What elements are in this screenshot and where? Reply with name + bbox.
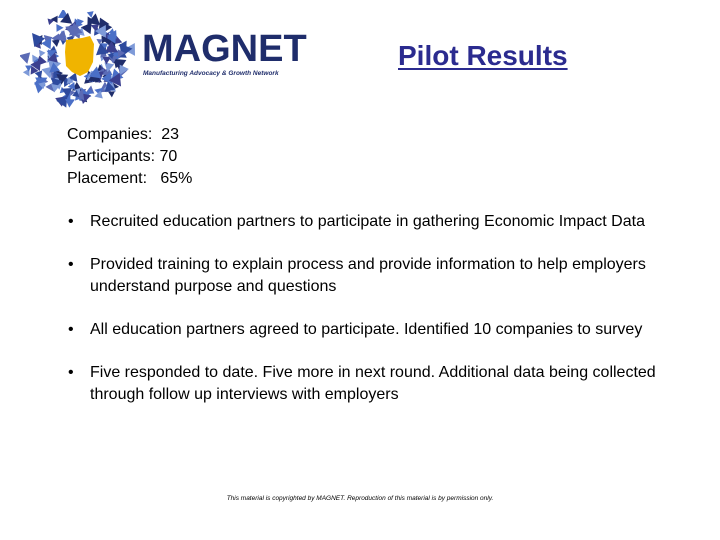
list-item (67, 319, 667, 341)
bullet-list (67, 211, 667, 427)
page-title: Pilot Results (398, 40, 568, 71)
logo-wordmark: MAGNET (142, 28, 307, 70)
ohio-shape (65, 36, 94, 76)
copyright-footer: This material is copyrighted by MAGNET. Reproduction of this material is by permission only. (226, 495, 494, 502)
mosaic-triangle (56, 24, 63, 32)
bullet-icon: • (68, 256, 74, 273)
mosaic-triangle (27, 29, 45, 47)
ohio-state-triangle-mosaic-icon (20, 10, 140, 110)
list-item (67, 211, 667, 233)
bullet-icon: • (68, 213, 74, 230)
stat-participants: Participants: 70 (67, 148, 178, 165)
mosaic-triangle (20, 52, 33, 65)
bullet-icon: • (68, 364, 74, 381)
bullet-text: Recruited education partners to participate in gathering Economic Impact Data (90, 213, 645, 230)
bullet-text: Five responded to date. Five more in next round. Additional data being collected through follow up interviews with employers (90, 364, 656, 403)
bullet-text: All education partners agreed to participate. Identified 10 companies to survey (90, 321, 643, 338)
stat-placement: Placement: 65% (67, 170, 193, 187)
mosaic-triangle (52, 39, 61, 47)
list-item (67, 362, 667, 406)
mosaic-triangle (36, 48, 45, 57)
logo-tagline: Manufacturing Advocacy & Growth Network (143, 70, 279, 77)
stats-block (67, 124, 192, 190)
list-item (67, 254, 667, 298)
bullet-text: Provided training to explain process and provide information to help employers understand purpose and questions (90, 256, 646, 295)
bullet-icon: • (68, 321, 74, 338)
stat-companies: Companies: 23 (67, 126, 180, 143)
